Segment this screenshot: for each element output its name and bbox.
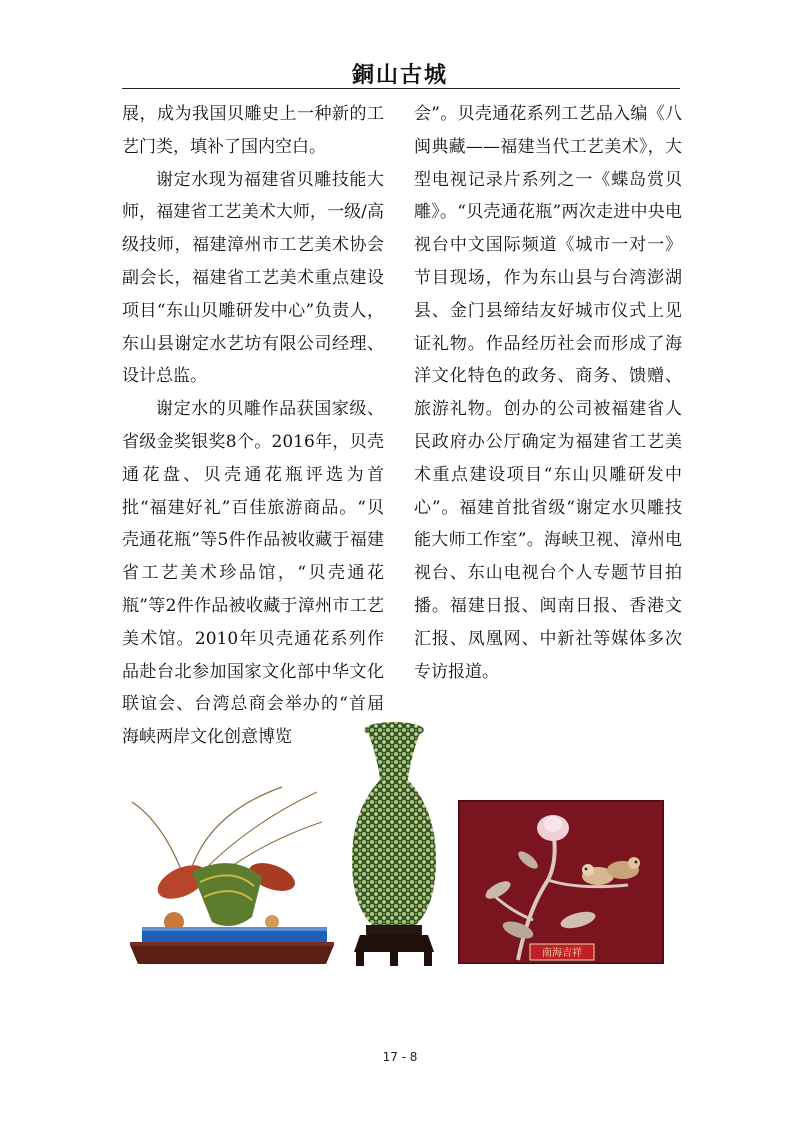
text-column-left — [122, 98, 384, 754]
vase-photo — [338, 720, 450, 970]
bird-carving-photo — [458, 800, 664, 964]
plaque-caption: 南海吉祥 — [542, 948, 582, 959]
text-column-right — [414, 98, 682, 688]
paragraph: 会”。贝壳通花系列工艺品入编《八闽典藏——福建当代工艺美术》，大型电视记录片系列之一《蝶岛赏贝雕》。“贝壳通花瓶”两次走进中央电视台中文国际频道《城市一对一》节目现场，作为东山县与台湾澎湖县、金门县缔结友好城市仪式上见证礼物。作品经历社会而形成了海洋文化特色的政务、商务、馈赠、旅游礼物。创办的公司被福建省人民政府办公厅确定为福建省工艺美术重点建设项目“东山贝雕研发中心”。福建首批省级“谢定水贝雕技能大师工作室”。海峡卫视、漳州电视台、东山电视台个人专题节目拍播。福建日报、闽南日报、香港文汇报、凤凰网、中新社等媒体多次专访报道。 — [414, 104, 682, 682]
page-number: 17 - 8 — [382, 1050, 418, 1064]
paragraph: 谢定水的贝雕作品获国家级、省级金奖银奖8个。2016年，贝壳通花盘、贝壳通花瓶评选为首批“福建好礼”百佳旅游商品。“贝壳通花瓶”等5件作品被收藏于福建省工艺美术珍品馆，“贝壳通花瓶”等2件作品被收藏于漳州市工艺美术馆。2010年贝壳通花系列作品赴台北参加国家文化部中华文化联谊会、台湾总商会举办的“首届海峡两岸文化创意博览 — [122, 399, 384, 748]
header-divider — [122, 88, 680, 89]
paragraph: 展，成为我国贝雕史上一种新的工艺门类，填补了国内空白。 — [122, 104, 384, 157]
lobster-sculpture-photo — [122, 782, 336, 968]
page-header-title: 銅山古城 — [351, 62, 448, 88]
paragraph: 谢定水现为福建省贝雕技能大师，福建省工艺美术大师，一级/高级技师，福建漳州市工艺美术协会副会长，福建省工艺美术重点建设项目“东山贝雕研发中心”负责人，东山县谢定水艺坊有限公司经理、设计总监。 — [122, 169, 384, 387]
